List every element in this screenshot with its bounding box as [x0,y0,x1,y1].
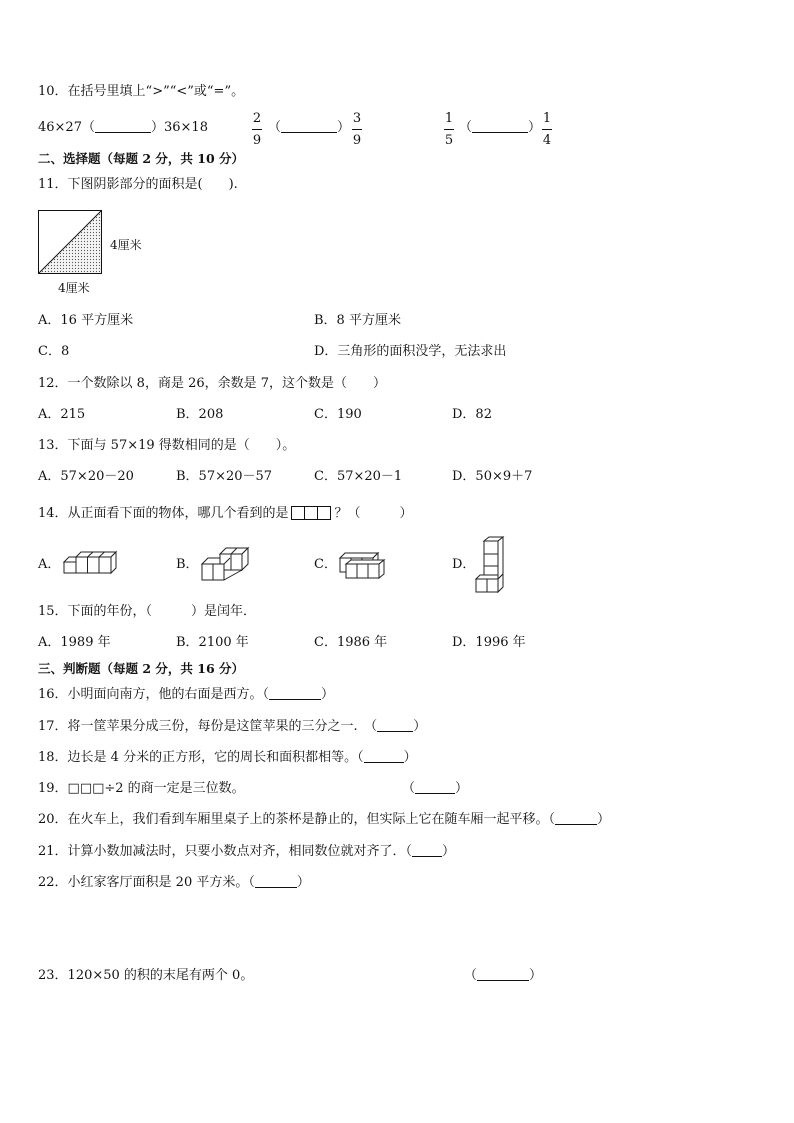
front-view-three-squares-icon [289,506,335,520]
shaded-square-figure [38,210,102,274]
question-20: 20．在火车上，我们看到车厢里桌子上的茶杯是静止的，但实际上它在随车厢一起平移。（ ） [38,812,611,827]
question-23-paren: （ ） [464,968,543,983]
fraction-1-5: 1 5 [444,111,454,148]
q15-option-b[interactable]: B．2100 年 [176,635,249,650]
q11-option-b[interactable]: B．8 平方厘米 [314,313,401,328]
q10-item-1 [38,119,208,137]
q12-option-a[interactable]: A．215 [38,407,86,422]
fraction-1-4: 1 4 [542,111,552,148]
figure-side-label: 4厘米 [110,238,142,252]
q10-item-1-left: 46×27（ [38,120,95,135]
question-10-stem: 10．在括号里填上“>”“<”或“=”。 [38,84,245,99]
question-19: 19．□□□÷2 的商一定是三位数。 [38,781,245,796]
q13-option-b[interactable]: B．57×20－57 [176,469,273,484]
question-12-stem: 12．一个数除以 8，商是 26，余数是 7，这个数是（ ） [38,376,387,391]
question-16: 16．小明面向南方，他的右面是西方。（ ） [38,687,335,702]
answer-blank[interactable] [95,119,151,133]
question-22: 22．小红家客厅面积是 20 平方米。（ ） [38,875,310,890]
fraction-2-9: 2 9 [252,111,262,148]
question-18: 18．边长是 4 分米的正方形，它的周长和面积都相等。（ ） [38,750,417,765]
answer-blank[interactable] [415,780,455,794]
cube-figure-a [62,546,122,580]
answer-blank[interactable] [377,718,413,732]
question-23: 23．120×50 的积的末尾有两个 0。 [38,968,254,983]
answer-blank[interactable] [472,119,528,133]
q13-option-a[interactable]: A．57×20－20 [38,469,134,484]
q13-option-d[interactable]: D．50×9＋7 [452,469,533,484]
fraction-3-9: 3 9 [352,111,362,148]
q10-item-1-right: ）36×18 [150,120,208,135]
answer-blank[interactable] [412,843,442,857]
q14-option-b-label[interactable]: B． [176,557,199,572]
answer-blank[interactable] [364,749,404,763]
q14-stem-after: ？（ ） [334,506,413,521]
section-2-heading: 二、选择题（每题 2 分，共 10 分） [38,151,245,166]
q13-option-c[interactable]: C．57×20－1 [314,469,403,484]
answer-blank[interactable] [477,967,529,981]
q15-option-c[interactable]: C．1986 年 [314,635,388,650]
question-11-stem: 11．下图阴影部分的面积是( ). [38,177,238,192]
section-3-heading: 三、判断题（每题 2 分，共 16 分） [38,661,245,676]
q15-option-a[interactable]: A．1989 年 [38,635,111,650]
q11-option-c[interactable]: C．8 [38,344,70,359]
q11-option-a[interactable]: A．16 平方厘米 [38,313,134,328]
answer-blank[interactable] [269,686,321,700]
q12-option-d[interactable]: D．82 [452,407,492,422]
question-17: 17．将一筐苹果分成三份，每份是这筐苹果的三分之一. （ ） [38,719,427,734]
answer-blank[interactable] [255,874,297,888]
q12-option-b[interactable]: B．208 [176,407,224,422]
question-15-stem: 15．下面的年份，（ ）是闰年． [38,604,257,619]
cube-figure-c [338,548,388,582]
question-21: 21．计算小数加减法时，只要小数点对齐，相同数位就对齐了．（ ） [38,844,456,859]
question-13-stem: 13．下面与 57×19 得数相同的是（ ）。 [38,438,296,453]
q15-option-d[interactable]: D．1996 年 [452,635,526,650]
question-14-stem [38,505,413,523]
answer-blank[interactable] [555,811,597,825]
cube-figure-d [474,535,508,595]
q14-stem-before: 14．从正面看下面的物体，哪几个看到的是 [38,506,289,521]
q11-option-d[interactable]: D．三角形的面积没学，无法求出 [314,344,507,359]
figure-bottom-label: 4厘米 [58,281,90,295]
answer-blank[interactable] [281,119,337,133]
cube-figure-b [200,544,252,582]
q14-option-c-label[interactable]: C． [314,557,337,572]
q14-option-a-label[interactable]: A． [38,557,61,572]
question-19-paren: （ ） [402,781,469,796]
q10-item-2-paren: （ ） [268,120,351,135]
q12-option-c[interactable]: C．190 [314,407,362,422]
q14-option-d-label[interactable]: D． [452,557,476,572]
q10-item-3-paren: （ ） [459,120,542,135]
